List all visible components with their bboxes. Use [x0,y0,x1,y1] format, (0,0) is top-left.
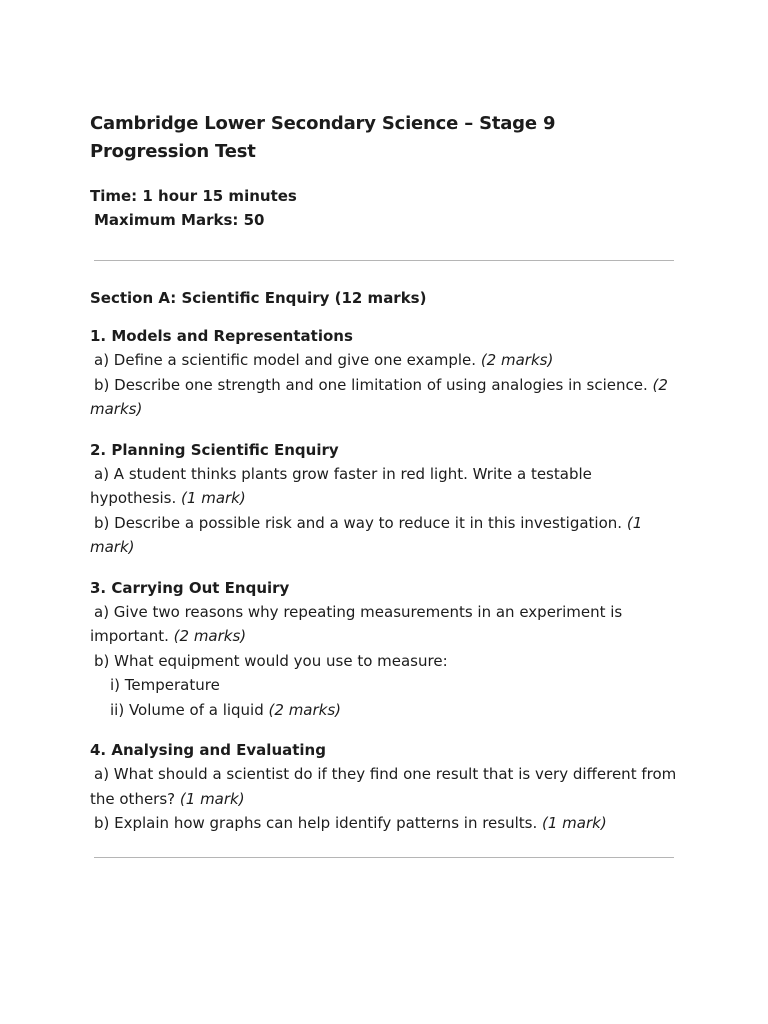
question-part: b) Describe one strength and one limitation of using analogies in science. (2 marks) [90,375,668,418]
question-part: a) Define a scientific model and give one example. (2 marks) [94,351,554,369]
marks-label: (2 marks) [173,627,247,645]
question-list [90,324,678,852]
marks-label: (2 marks) [268,700,342,719]
question-part: b) What equipment would you use to measure: [94,651,448,670]
marks-label: (1 mark) [90,513,643,556]
marks-label: (1 mark) [542,814,607,832]
question-4 [90,738,678,836]
question-part: a) A student thinks plants grow faster in red light. Write a testable hypothesis. (1 mark) [90,464,592,507]
question-part: a) Give two reasons why repeating measurements in an experiment is important. (2 marks) [90,602,623,645]
question-part: a) What should a scientist do if they find one result that is very different from the others? (1 mark) [90,765,677,808]
question-part: b) Explain how graphs can help identify patterns in results. (1 mark) [94,814,607,832]
time-allowed: Time: 1 hour 15 minutes [90,187,297,205]
document-title: Cambridge Lower Secondary Science – Stage 9 Progression Test [90,113,556,162]
question-heading: 4. Analysing and Evaluating [90,741,326,759]
marks-label: (2 marks) [90,375,668,418]
question-heading: 1. Models and Representations [90,327,353,345]
question-1 [90,324,678,422]
maximum-marks: Maximum Marks: 50 [94,211,265,229]
question-2 [90,438,678,560]
test-page [90,110,678,832]
marks-label: (2 marks) [480,351,554,369]
question-subpart: i) Temperature [110,676,220,694]
marks-label: (1 mark) [181,489,246,507]
question-heading: 3. Carrying Out Enquiry [90,578,290,597]
question-heading: 2. Planning Scientific Enquiry [90,440,339,459]
question-part: b) Describe a possible risk and a way to reduce it in this investigation. (1 mark) [90,513,643,556]
section-a-title: Section A: Scientific Enquiry (12 marks) [90,289,427,307]
divider-bottom [94,857,674,858]
question-subpart: ii) Volume of a liquid (2 marks) [110,700,342,719]
question-3 [90,576,678,723]
divider-top [94,260,674,261]
marks-label: (1 mark) [179,789,245,808]
